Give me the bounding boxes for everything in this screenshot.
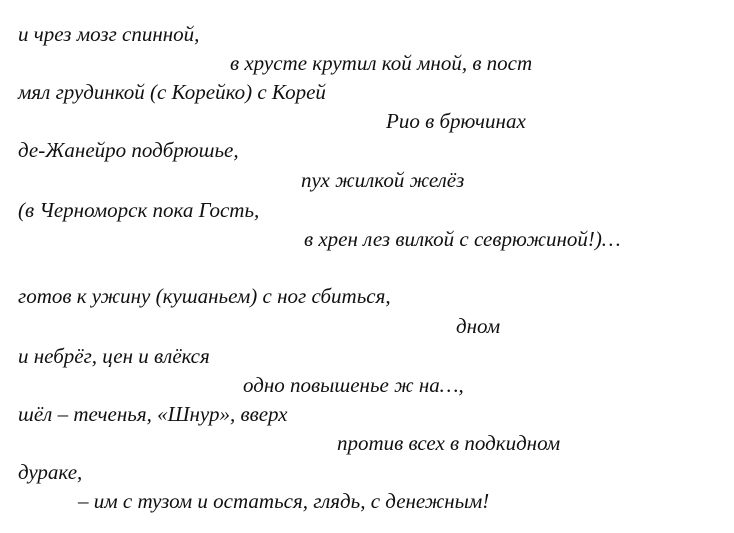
- poem-line: одно повышенье ж на…,: [243, 373, 464, 397]
- poem-line: Рио в брючинах: [386, 109, 526, 133]
- poem-line: в хрусте крутил кой мной, в пост: [230, 51, 533, 75]
- poem-line: – им с тузом и остаться, глядь, с денежным!: [78, 489, 490, 513]
- poem-line: дураке,: [18, 460, 83, 484]
- poem-line: пух жилкой желёз: [301, 168, 465, 192]
- poem-line: де-Жанейро подбрюшье,: [18, 138, 239, 162]
- poem-line: шёл – теченья, «Шнур», вверх: [18, 402, 288, 426]
- poem-line: против всех в подкидном: [337, 431, 561, 455]
- poem-line: (в Черноморск пока Гость,: [18, 198, 260, 222]
- poem-line: и чрез мозг спинной,: [18, 22, 200, 46]
- poem-line: мял грудинкой (с Корейко) с Корей: [18, 80, 326, 104]
- poem-line: и небрёг, цен и влёкся: [18, 344, 210, 368]
- poem-line: дном: [456, 314, 501, 338]
- poem-line: готов к ужину (кушаньем) с ног сбиться,: [18, 284, 391, 308]
- poem-line: в хрен лез вилкой с севрюжиной!)…: [304, 227, 621, 251]
